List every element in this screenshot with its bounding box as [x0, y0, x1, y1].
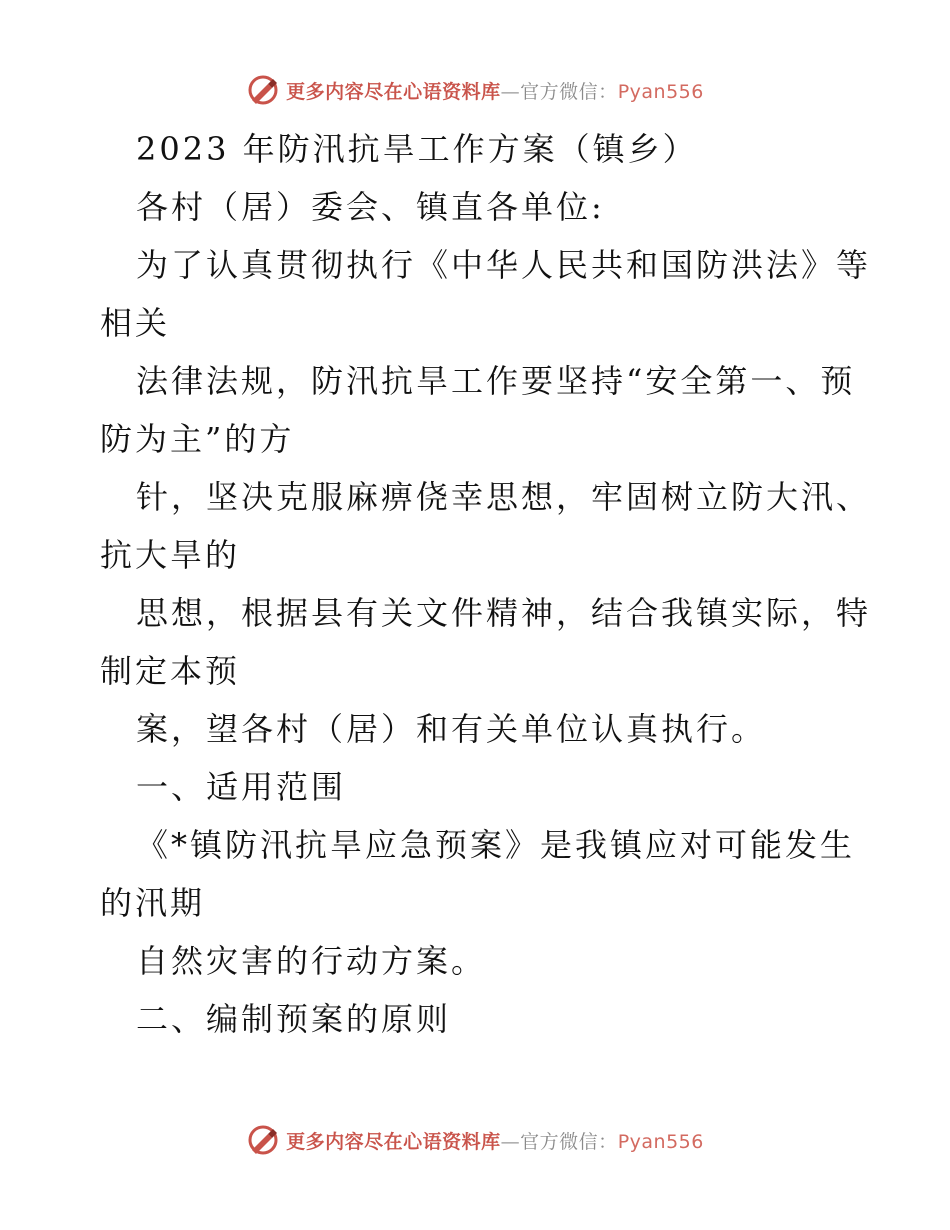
watermark-brand: 更多内容尽在心语资料库 — [286, 1130, 501, 1153]
watermark-label: 官方微信： — [520, 1130, 618, 1153]
doc-line: 各村（居）委会、镇直各单位: — [136, 188, 605, 226]
section-heading: 一、适用范围 — [136, 768, 347, 806]
doc-line: 案，望各村（居）和有关单位认真执行。 — [136, 710, 767, 748]
document-body — [100, 120, 872, 1048]
watermark-separator: — — [500, 1130, 521, 1153]
doc-line: 防为主”的方 — [100, 420, 295, 458]
doc-line: 2023 年防汛抗旱工作方案（镇乡） — [136, 130, 698, 168]
watermark-wechat-id: Pyan556 — [617, 80, 704, 103]
doc-line: 法律法规，防汛抗旱工作要坚持“安全第一、预 — [136, 362, 856, 400]
doc-line: 相关 — [100, 304, 171, 342]
header-watermark — [0, 70, 950, 110]
doc-line: 制定本预 — [100, 652, 241, 690]
pen-logo-icon — [246, 1123, 280, 1157]
watermark-separator: — — [500, 80, 521, 103]
watermark-label: 官方微信： — [520, 80, 618, 103]
watermark-wechat-id: Pyan556 — [617, 1130, 704, 1153]
doc-line: 《*镇防汛抗旱应急预案》是我镇应对可能发生 — [136, 826, 856, 864]
pen-logo-icon — [246, 73, 280, 107]
watermark-text — [286, 1127, 704, 1154]
doc-line: 思想，根据县有关文件精神，结合我镇实际，特 — [136, 594, 872, 632]
doc-line: 自然灾害的行动方案。 — [136, 942, 487, 980]
footer-watermark — [0, 1120, 950, 1160]
doc-line: 的汛期 — [100, 884, 206, 922]
watermark-text — [286, 77, 704, 104]
section-heading: 二、编制预案的原则 — [136, 1000, 452, 1038]
watermark-brand: 更多内容尽在心语资料库 — [286, 80, 501, 103]
doc-line: 为了认真贯彻执行《中华人民共和国防洪法》等 — [136, 246, 872, 284]
doc-line: 抗大旱的 — [100, 536, 241, 574]
doc-line: 针，坚决克服麻痹侥幸思想，牢固树立防大汛、 — [136, 478, 872, 516]
